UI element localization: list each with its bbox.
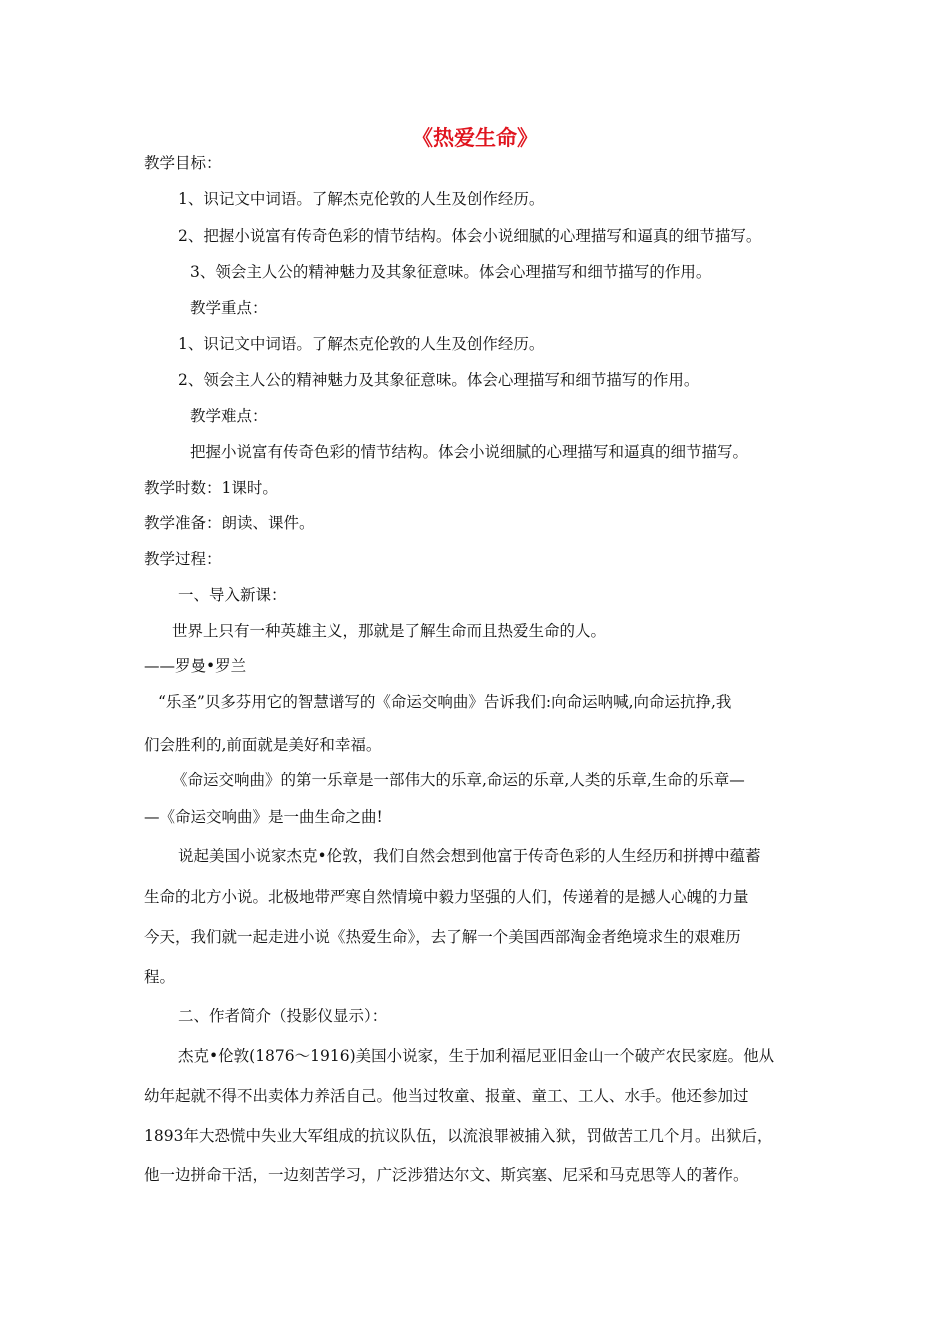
quote-author: ——罗曼•罗兰 [144,657,247,675]
section-1-heading: 一、导入新课： [178,586,287,604]
paragraph-1-line-1: “乐圣”贝多芬用它的智慧谱写的《命运交响曲》告诉我们:向命运呐喊,向命运抗挣,我 [158,693,732,711]
difficulty-heading: 教学难点： [190,407,268,425]
paragraph-3-line-3: 今天，我们就一起走进小说《热爱生命》，去了解一个美国西部淘金者绝境求生的艰难历 [144,928,741,946]
paragraph-4-line-4: 他一边拼命干活，一边刻苦学习，广泛涉猎达尔文、斯宾塞、尼采和马克思等人的著作。 [144,1166,749,1184]
key-points-heading: 教学重点： [190,299,268,317]
key-point-1: 1、识记文中词语。了解杰克伦敦的人生及创作经历。 [178,335,545,353]
paragraph-4-line-2: 幼年起就不得不出卖体力养活自己。他当过牧童、报童、童工、工人、水手。他还参加过 [144,1087,749,1105]
teaching-preparation: 教学准备：朗读、课件。 [144,514,315,532]
objective-2: 2、把握小说富有传奇色彩的情节结构。体会小说细腻的心理描写和逼真的细节描写。 [178,227,762,245]
teaching-hours: 教学时数：1课时。 [144,479,278,497]
paragraph-4-line-1: 杰克•伦敦(1876～1916)美国小说家，生于加利福尼亚旧金山一个破产农民家庭。他从 [178,1047,775,1065]
document-title: 《热爱生命》 [412,125,538,150]
paragraph-3-line-2: 生命的北方小说。北极地带严寒自然情境中毅力坚强的人们，传递着的是撼人心魄的力量 [144,888,749,906]
paragraph-3-line-4: 程。 [144,968,176,986]
paragraph-4-line-3: 1893年大恐慌中失业大军组成的抗议队伍，以流浪罪被捕入狱，罚做苦工几个月。出狱后， [144,1127,773,1145]
paragraph-2-line-2: —《命运交响曲》是一曲生命之曲! [144,808,383,826]
process-heading: 教学过程： [144,550,222,568]
quote-text: 世界上只有一种英雄主义，那就是了解生命而且热爱生命的人。 [172,622,607,640]
objective-3: 3、领会主人公的精神魅力及其象征意味。体会心理描写和细节描写的作用。 [190,263,712,281]
key-point-2: 2、领会主人公的精神魅力及其象征意味。体会心理描写和细节描写的作用。 [178,371,700,389]
difficulty-text: 把握小说富有传奇色彩的情节结构。体会小说细腻的心理描写和逼真的细节描写。 [190,443,749,461]
objective-1: 1、识记文中词语。了解杰克伦敦的人生及创作经历。 [178,190,545,208]
paragraph-2-line-1: 《命运交响曲》的第一乐章是一部伟大的乐章,命运的乐章,人类的乐章,生命的乐章— [172,771,745,789]
paragraph-3-line-1: 说起美国小说家杰克•伦敦，我们自然会想到他富于传奇色彩的人生经历和拼搏中蕴蓄 [178,847,761,865]
objectives-heading: 教学目标： [144,154,222,172]
section-2-heading: 二、作者简介（投影仪显示）： [178,1007,388,1025]
paragraph-1-line-2: 们会胜利的,前面就是美好和幸福。 [144,736,382,754]
